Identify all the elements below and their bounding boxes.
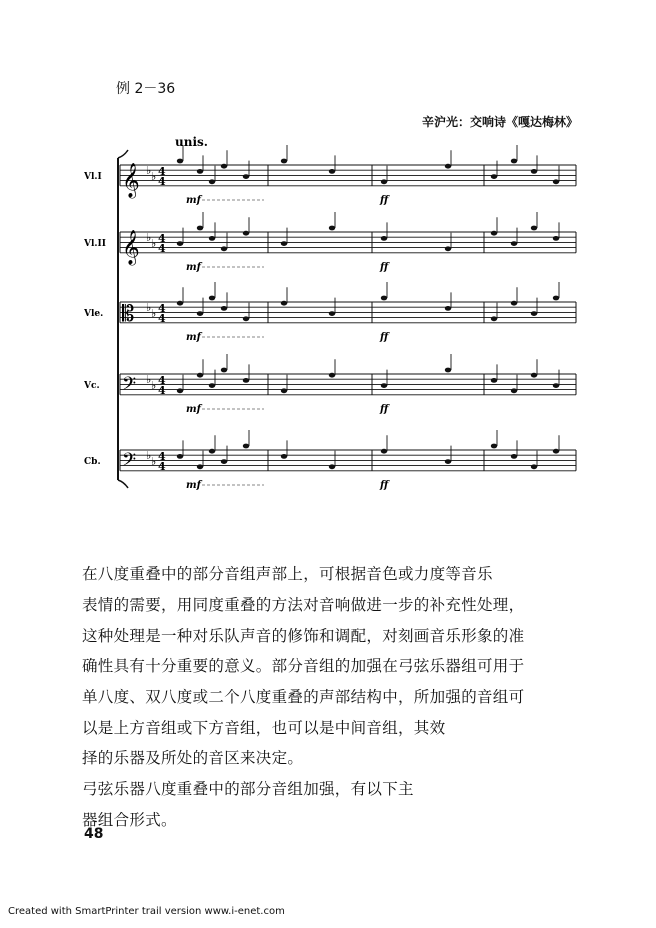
dynamic-mf: mf [186,332,201,343]
note-head [221,459,227,464]
note-head [531,226,537,231]
note-head [531,311,537,316]
note-head [511,301,517,306]
instrument-name: Vl.I [84,172,102,182]
instrument-name: Cb. [84,457,101,467]
flat-icon: ♭ [151,237,157,250]
note-head [553,179,559,184]
staff-5 [84,430,576,491]
paragraph-line-2: 表情的需要，用同度重叠的方法对音响做进一步的补充性处理， [82,596,525,614]
note-head [491,316,497,321]
paragraph-line-4: 确性具有十分重要的意义。部分音组的加强在弓弦乐器组可用于 [82,657,525,675]
flat-icon: ♭ [146,231,152,244]
time-sig: 4 [158,165,166,178]
note-head [445,459,451,464]
dynamic-ff: ff [380,332,389,343]
note-head [177,454,183,459]
dynamic-ff: ff [380,404,389,415]
clef-icon: 𝄢 [122,373,137,399]
dynamic-mf: mf [186,404,201,415]
note-head [445,306,451,311]
watermark-footer: Created with SmartPrinter trail version www.i-enet.com [8,906,285,917]
note-head [329,226,335,231]
dynamic-ff: ff [380,195,389,206]
time-sig: 4 [158,175,166,188]
staff-3 [84,282,576,343]
note-head [445,164,451,169]
clef-icon: 𝄢 [122,449,137,475]
clef-icon: 𝄡 [122,301,135,327]
note-head [209,296,215,301]
clef-icon: 𝄞 [122,162,140,198]
example-label: 例 2－36 [116,81,176,97]
staff-1 [84,145,576,206]
time-sig: 4 [158,312,166,325]
note-head [329,373,335,378]
note-head [381,236,387,241]
note-head [381,179,387,184]
instrument-name: Vl.II [84,239,106,249]
note-head [243,316,249,321]
flat-icon: ♭ [151,379,157,392]
note-head [511,454,517,459]
paragraph-line-6: 以是上方音组或下方音组，也可以是中间音组，其效 [82,719,446,737]
note-head [329,169,335,174]
clef-icon: 𝄞 [122,229,140,265]
source-attribution: 辛沪光：交响诗《嘎达梅林》 [421,115,578,129]
note-head [177,159,183,164]
note-head [553,296,559,301]
note-head [209,236,215,241]
note-head [281,159,287,164]
staff-4 [84,354,576,415]
flat-icon: ♭ [146,373,152,386]
time-sig: 4 [158,450,166,463]
time-sig: 4 [158,384,166,397]
flat-icon: ♭ [151,170,157,183]
note-head [511,159,517,164]
note-head [177,241,183,246]
note-head [491,231,497,236]
note-head [531,464,537,469]
note-head [329,311,335,316]
note-head [177,301,183,306]
note-head [243,444,249,449]
note-head [281,241,287,246]
dynamic-mf: mf [186,480,201,491]
note-head [445,246,451,251]
dynamic-ff: ff [380,480,389,491]
music-score [84,130,584,530]
page-number: 48 [84,826,104,842]
note-head [381,383,387,388]
flat-icon: ♭ [151,307,157,320]
note-head [221,164,227,169]
note-head [221,306,227,311]
paragraph-line-9: 器组合形式。 [82,811,177,829]
paragraph-line-3: 这种处理是一种对乐队声音的修饰和调配，对刻画音乐形象的准 [82,627,525,645]
note-head [531,169,537,174]
note-head [511,388,517,393]
note-head [281,301,287,306]
flat-icon: ♭ [146,164,152,177]
note-head [281,454,287,459]
dynamic-mf: mf [186,195,201,206]
flat-icon: ♭ [146,301,152,314]
note-head [281,388,287,393]
note-head [209,449,215,454]
tempo-marking: unis. [175,135,208,149]
instrument-name: Vc. [84,381,100,391]
note-head [209,179,215,184]
paragraph-line-8: 弓弦乐器八度重叠中的部分音组加强，有以下主 [82,780,414,798]
note-head [177,388,183,393]
note-head [491,174,497,179]
note-head [243,378,249,383]
note-head [197,169,203,174]
note-head [531,373,537,378]
note-head [221,246,227,251]
paragraph-line-7: 择的乐器及所处的音区来决定。 [82,749,304,767]
note-head [491,444,497,449]
instrument-name: Vle. [84,309,104,319]
staff-2 [84,212,576,273]
note-head [197,311,203,316]
dynamic-mf: mf [186,262,201,273]
note-head [553,383,559,388]
note-head [197,373,203,378]
paragraph-line-5: 单八度、双八度或二个八度重叠的声部结构中，所加强的音组可 [82,688,525,706]
dynamic-ff: ff [380,262,389,273]
flat-icon: ♭ [146,449,152,462]
note-head [553,449,559,454]
time-sig: 4 [158,302,166,315]
note-head [197,464,203,469]
flat-icon: ♭ [151,455,157,468]
time-sig: 4 [158,242,166,255]
note-head [491,378,497,383]
time-sig: 4 [158,232,166,245]
note-head [243,174,249,179]
time-sig: 4 [158,460,166,473]
note-head [329,464,335,469]
note-head [197,226,203,231]
note-head [209,383,215,388]
note-head [243,231,249,236]
time-sig: 4 [158,374,166,387]
note-head [553,236,559,241]
note-head [511,241,517,246]
note-head [381,296,387,301]
note-head [445,368,451,373]
note-head [381,449,387,454]
paragraph-line-1: 在八度重叠中的部分音组声部上，可根据音色或力度等音乐 [82,565,493,583]
note-head [221,368,227,373]
